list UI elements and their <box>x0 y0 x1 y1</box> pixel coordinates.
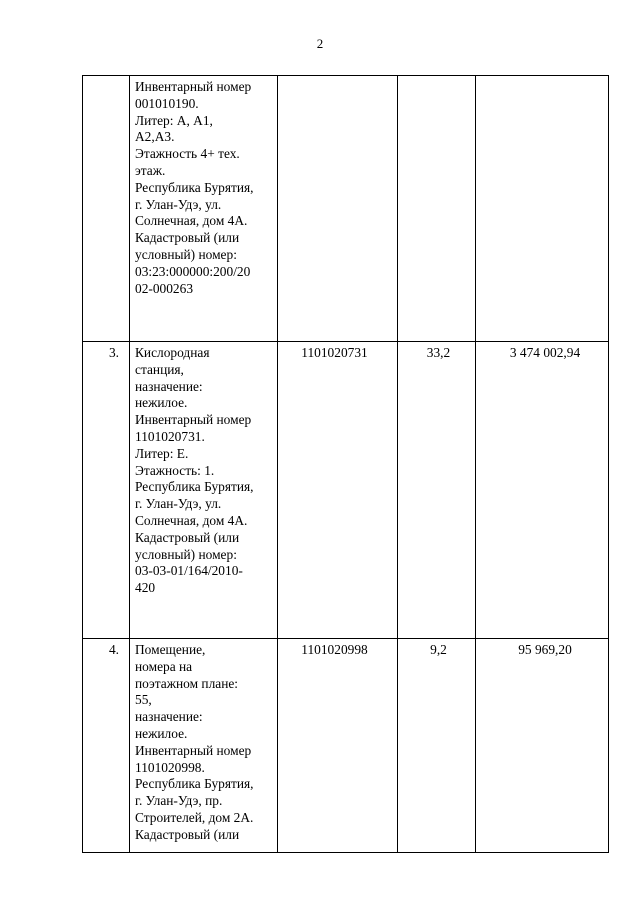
description-line: 1101020998. <box>135 759 205 775</box>
row-number-cell <box>83 76 130 342</box>
table-row <box>83 342 609 639</box>
description-line: Республика Бурятия, <box>135 479 254 495</box>
description-line: назначение: <box>135 378 203 394</box>
description-line: Кадастровый (или <box>135 230 240 246</box>
description-line: г. Улан-Удэ, ул. <box>135 496 222 512</box>
area-cell: 33,2 <box>398 342 476 639</box>
description-cell <box>130 639 278 853</box>
description-line: нежилое. <box>135 725 188 741</box>
description-line: нежилое. <box>135 395 188 411</box>
description-cell <box>130 76 278 342</box>
description-line: г. Улан-Удэ, ул. <box>135 196 222 212</box>
description-line: Инвентарный номер <box>135 742 252 758</box>
cost-cell: 3 474 002,94 <box>476 342 609 639</box>
description-line: станция, <box>135 361 184 377</box>
description-line: Помещение, <box>135 642 206 657</box>
inventory-number-cell: 1101020998 <box>278 639 398 853</box>
description-line: Инвентарный номер <box>135 79 252 94</box>
description-line: назначение: <box>135 709 203 725</box>
inventory-number-cell <box>278 76 398 342</box>
page-number: 2 <box>316 36 324 51</box>
area-cell <box>398 76 476 342</box>
description-line: г. Улан-Удэ, пр. <box>135 793 223 809</box>
description-line: 420 <box>135 580 156 596</box>
description-line: Кадастровый (или <box>135 529 240 545</box>
property-table <box>82 75 609 853</box>
description-line: Кислородная <box>135 345 210 360</box>
description-line: 55, <box>135 692 152 708</box>
description-line: Этажность: 1. <box>135 462 215 478</box>
description-line: 03:23:000000:200/20 <box>135 263 251 279</box>
description-line: Инвентарный номер <box>135 412 252 428</box>
description-line: условный) номер: <box>135 246 237 262</box>
description-line: условный) номер: <box>135 546 237 562</box>
cost-cell: 95 969,20 <box>476 639 609 853</box>
description-line: этаж. <box>135 162 166 178</box>
description-line: Литер: Е. <box>135 445 189 461</box>
row-number-cell: 4. <box>83 639 130 853</box>
description-line: Республика Бурятия, <box>135 179 254 195</box>
description-line: Солнечная, дом 4А. <box>135 512 248 528</box>
description-line: 1101020731. <box>135 428 205 444</box>
description-line: 001010190. <box>135 95 199 111</box>
description-line: Литер: А, А1, <box>135 112 213 128</box>
table-row <box>83 639 609 853</box>
description-line: поэтажном плане: <box>135 675 239 691</box>
description-line: 03-03-01/164/2010- <box>135 563 243 579</box>
description-line: Солнечная, дом 4А. <box>135 213 248 229</box>
area-cell: 9,2 <box>398 639 476 853</box>
description-line: Строителей, дом 2А. <box>135 809 254 825</box>
description-line: номера на <box>135 658 193 674</box>
description-line: Этажность 4+ тех. <box>135 146 240 162</box>
description-line: 02-000263 <box>135 280 194 296</box>
inventory-number-cell: 1101020731 <box>278 342 398 639</box>
table-row <box>83 76 609 342</box>
description-cell <box>130 342 278 639</box>
cost-cell <box>476 76 609 342</box>
description-line: А2,А3. <box>135 129 175 145</box>
description-line: Кадастровый (или <box>135 826 240 842</box>
description-line: Республика Бурятия, <box>135 776 254 792</box>
row-number-cell: 3. <box>83 342 130 639</box>
